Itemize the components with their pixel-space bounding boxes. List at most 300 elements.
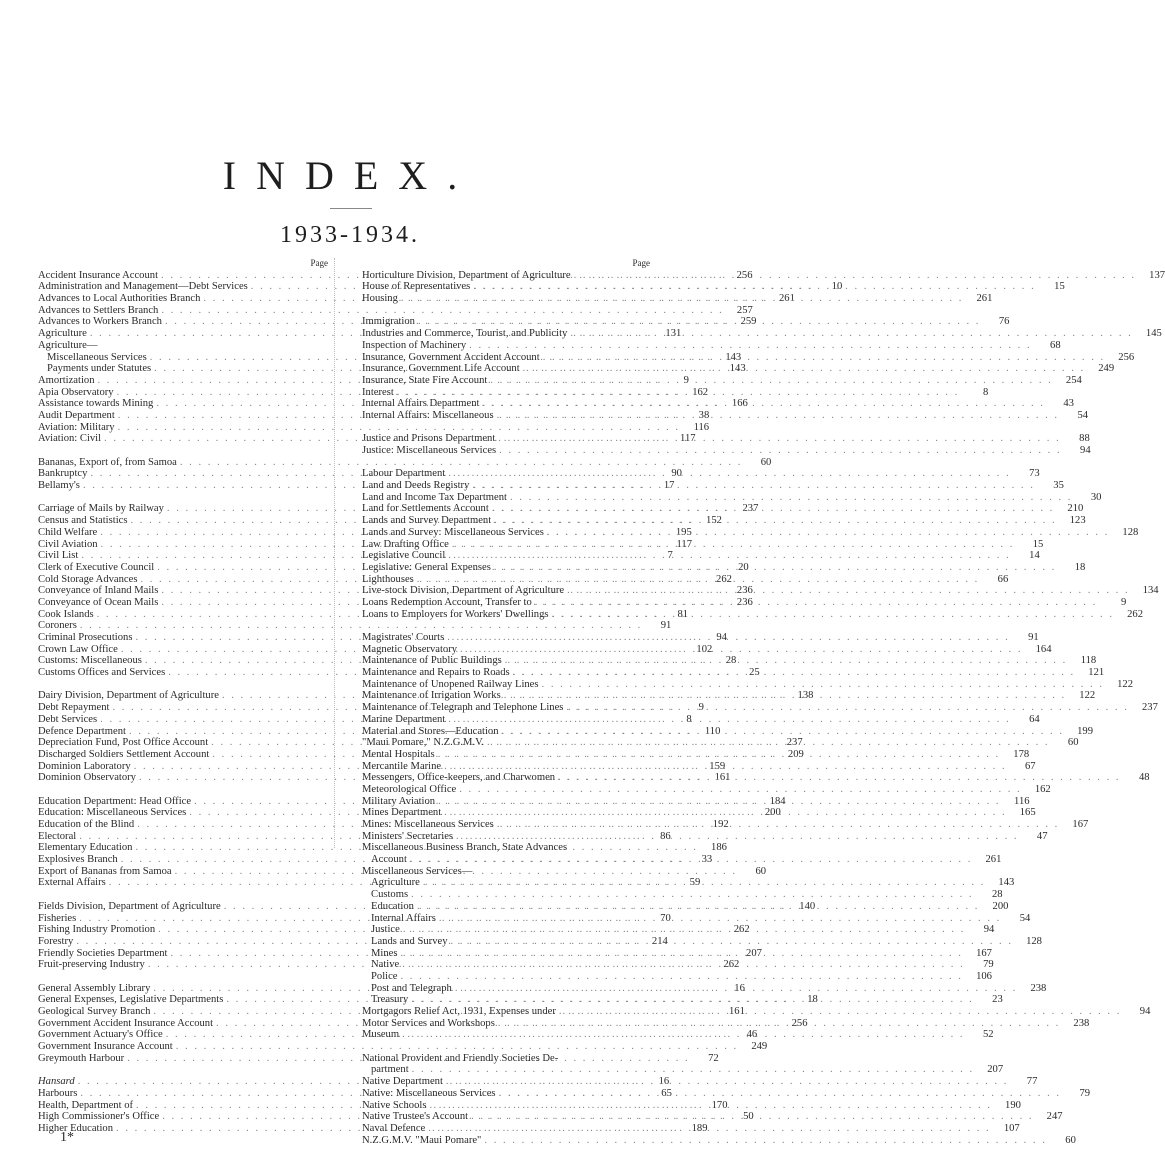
- entry-page-number: 262: [733, 924, 750, 936]
- leader-dots: [570, 328, 1132, 340]
- entry-label: Horticulture Division, Department of Agriculture: [362, 269, 571, 281]
- entry-label: Aviation: Military: [38, 421, 115, 433]
- entry-label: Live-stock Division, Department of Agriculture: [362, 585, 565, 597]
- entry-label: Mortgagors Relief Act, 1931, Expenses under: [362, 1006, 556, 1017]
- leader-dots: [397, 387, 959, 399]
- entry-page-number: 60: [1065, 1134, 1076, 1146]
- entry-label: Lands and Survey: [371, 935, 448, 947]
- entry-page-number: 199: [1077, 725, 1093, 737]
- leader-dots: [444, 807, 1006, 819]
- leader-dots: [417, 901, 979, 913]
- entry-label: Higher Education: [38, 1122, 114, 1134]
- entry-page-number: 254: [1065, 374, 1082, 386]
- entry-page-number: 200: [992, 900, 1009, 912]
- entry-page-number: 256: [791, 1017, 808, 1029]
- entry-label: Legislative Council: [362, 550, 446, 562]
- entry-page-number: 16: [734, 982, 745, 994]
- index-entry: [38, 340, 328, 352]
- entry-page-number: 262: [716, 573, 732, 585]
- entry-page-number: 214: [651, 935, 668, 947]
- entry-label: Loans to Employers for Workers' Dwellings: [362, 608, 549, 620]
- entry-page-number: 131: [665, 328, 682, 340]
- entry-label: High Commissioner's Office: [38, 1111, 160, 1123]
- leader-dots: [499, 445, 1061, 457]
- page-column-label: Page: [310, 258, 328, 268]
- entry-page-number: 256: [736, 269, 753, 281]
- entry-page-number: 102: [696, 643, 713, 655]
- entry-label: Cold Storage Advances: [38, 573, 138, 585]
- entry-label: Payments under Statutes: [47, 363, 152, 375]
- leader-dots: [523, 363, 1085, 375]
- entry-label: Accident Insurance Account: [38, 269, 159, 281]
- entry-page-number: 59: [689, 877, 701, 889]
- entry-page-number: 249: [1098, 363, 1115, 375]
- entry-page-number: 210: [1067, 503, 1084, 515]
- entry-label: Clerk of Executive Council: [38, 561, 155, 573]
- entry-page-number: 162: [1034, 783, 1051, 795]
- entry-page-number: 64: [1029, 713, 1040, 725]
- leader-dots: [417, 574, 979, 586]
- leader-dots: [497, 410, 1059, 422]
- entry-label: Marine Department: [362, 713, 446, 725]
- entry-label: Land and Income Tax Department: [362, 491, 507, 503]
- entry-label: Maintenance and Repairs to Roads: [362, 667, 510, 679]
- entry-page-number: 90: [671, 468, 682, 480]
- entry-label: Civil List: [38, 550, 79, 562]
- entry-page-number: 189: [691, 1122, 708, 1134]
- entry-label: Museum: [362, 1029, 400, 1041]
- entry-label: Native: [371, 959, 400, 971]
- entry-label: Inspection of Machinery: [362, 339, 467, 351]
- entry-page-number: 54: [1019, 912, 1031, 924]
- index-entry: [362, 1064, 1004, 1076]
- entry-page-number: 8: [686, 713, 692, 725]
- entry-page-number: 165: [1019, 807, 1036, 819]
- entry-page-number: 184: [769, 795, 786, 807]
- entry-label: Explosives Branch: [38, 854, 118, 866]
- entry-label: Account: [371, 854, 407, 866]
- entry-page-number: 35: [1053, 480, 1064, 492]
- entry-page-number: 200: [764, 807, 781, 819]
- leader-dots: [446, 1076, 1008, 1088]
- leader-dots: [402, 959, 964, 971]
- leader-dots: [451, 936, 1013, 948]
- entry-page-number: 143: [998, 877, 1015, 889]
- entry-label: Fruit-preserving Industry: [38, 959, 145, 971]
- entry-label: Education Department: Head Office: [38, 795, 192, 807]
- entry-label: Bananas, Export of, from Samoa: [38, 456, 177, 468]
- entry-label: Agriculture: [371, 877, 420, 889]
- entry-label: Immigration: [362, 316, 415, 328]
- title-rule: [330, 208, 372, 209]
- entry-page-number: 30: [1090, 491, 1102, 503]
- entry-page-number: 257: [736, 304, 753, 316]
- entry-page-number: 94: [716, 632, 727, 643]
- index-entry: [362, 445, 1091, 457]
- entry-page-number: 9: [698, 702, 704, 714]
- leader-dots: [428, 1123, 990, 1135]
- entry-page-number: 140: [799, 900, 816, 912]
- entry-label: Customs: Miscellaneous: [38, 655, 142, 667]
- entry-label: Agriculture: [38, 328, 87, 340]
- entry-label: House of Representatives: [362, 281, 471, 293]
- entry-label: Dominion Laboratory: [38, 760, 131, 772]
- entry-page-number: 118: [1080, 655, 1097, 667]
- entry-label: Geological Survey Branch: [38, 1006, 151, 1017]
- entry-label: Miscellaneous Services—: [362, 865, 473, 877]
- entry-page-number: 17: [663, 480, 675, 492]
- entry-label: Mental Hospitals: [362, 748, 435, 760]
- entry-page-number: 123: [1069, 515, 1086, 527]
- entry-label: Conveyance of Ocean Mails: [38, 596, 159, 608]
- entry-label: Assistance towards Mining: [38, 398, 154, 410]
- entry-label: Audit Department: [38, 409, 115, 421]
- leader-dots: [547, 527, 1109, 539]
- entry-label: Lands and Survey: Miscellaneous Services: [362, 526, 544, 538]
- index-entry: [362, 783, 1051, 796]
- entry-label: Interest: [362, 386, 394, 398]
- entry-label: Mines: Miscellaneous Services: [362, 819, 494, 830]
- entry-label: Legislative: General Expenses: [362, 561, 491, 573]
- entry-label: Ministers' Secretaries: [362, 830, 454, 842]
- entry-page-number: 261: [976, 293, 993, 305]
- entry-label: Maintenance of Telegraph and Telephone Lines: [362, 702, 564, 714]
- entry-label: Education: Miscellaneous Services: [38, 807, 187, 819]
- entry-label: Native Department: [362, 1076, 443, 1088]
- entry-label: Mines Department: [362, 807, 442, 819]
- entry-page-number: 106: [976, 970, 992, 982]
- entry-page-number: 94: [1139, 1006, 1151, 1017]
- entry-label: Bankruptcy: [38, 468, 88, 480]
- entry-label: Depreciation Fund, Post Office Account: [38, 737, 209, 749]
- page-title: INDEX.: [222, 153, 478, 198]
- entry-page-number: 256: [1118, 351, 1135, 363]
- leader-dots: [559, 1006, 1121, 1018]
- entry-spacer: [362, 620, 650, 632]
- entry-page-number: 70: [660, 912, 671, 924]
- entry-page-number: 25: [749, 667, 760, 679]
- entry-spacer: [362, 305, 650, 317]
- entry-label: Electoral: [38, 830, 77, 842]
- entry-page-number: 143: [729, 363, 746, 375]
- entry-page-number: 122: [1079, 690, 1096, 702]
- entry-page-number: 190: [1005, 1099, 1021, 1111]
- index-entry: [38, 1041, 768, 1053]
- entry-label: Defence Department: [38, 725, 126, 737]
- leader-dots: [459, 784, 1021, 796]
- leader-dots: [542, 679, 1104, 691]
- entry-label: Military Aviation: [362, 795, 436, 807]
- entry-spacer: [38, 1064, 328, 1076]
- entry-page-number: 162: [692, 386, 709, 398]
- leader-dots: [411, 889, 973, 901]
- entry-label: Loans Redemption Account, Transfer to: [362, 596, 532, 608]
- entry-label: Crown Law Office: [38, 643, 118, 655]
- entry-page-number: 195: [675, 526, 692, 538]
- entry-page-number: 238: [1030, 982, 1047, 994]
- entry-label: Customs Offices and Services: [38, 667, 166, 679]
- entry-page-number: 110: [704, 725, 721, 737]
- entry-page-number: 72: [708, 1052, 719, 1064]
- leader-dots: [411, 994, 973, 1006]
- entry-page-number: 137: [1149, 269, 1165, 281]
- entry-spacer: [38, 679, 328, 691]
- entry-label: Justice: [371, 924, 400, 936]
- entry-label: "Maui Pomare," N.Z.G.M.V.: [362, 737, 485, 749]
- entry-label: Police: [371, 970, 398, 982]
- entry-page-number: 128: [1122, 526, 1139, 538]
- leader-dots: [447, 632, 1009, 644]
- index-entry: [362, 1053, 650, 1065]
- entry-page-number: 238: [1073, 1017, 1090, 1029]
- entry-page-number: 8: [982, 386, 989, 398]
- entry-page-number: 166: [731, 398, 748, 410]
- entry-label: Justice and Prisons Department: [362, 433, 496, 445]
- leader-dots: [456, 831, 1018, 843]
- entry-label: Friendly Societies Department: [38, 947, 168, 959]
- entry-page-number: 117: [676, 538, 693, 550]
- entry-page-number: 28: [991, 889, 1003, 901]
- leader-dots: [494, 515, 1056, 527]
- entry-page-number: 117: [680, 433, 696, 445]
- entry-label: External Affairs: [38, 877, 106, 889]
- entry-spacer: [362, 457, 650, 469]
- entry-page-number: 237: [742, 503, 759, 515]
- page-column-label: Page: [632, 258, 650, 268]
- leader-dots: [460, 644, 1022, 656]
- entry-spacer: [38, 445, 328, 457]
- leader-dots: [400, 971, 962, 983]
- index-entry: [38, 421, 710, 434]
- entry-page-number: 73: [1029, 468, 1040, 480]
- index-entry: [362, 713, 1040, 726]
- leader-dots: [401, 293, 963, 305]
- entry-page-number: 116: [1014, 795, 1030, 807]
- entry-label: Export of Bananas from Samoa: [38, 865, 172, 877]
- entry-label: Apia Observatory: [38, 386, 114, 398]
- year-heading: 1933-1934.: [280, 222, 420, 248]
- leader-dots: [412, 1064, 974, 1076]
- entry-page-number: 121: [1088, 667, 1105, 679]
- entry-label: Criminal Prosecutions: [38, 632, 133, 643]
- entry-page-number: 52: [982, 1029, 994, 1041]
- entry-page-number: 91: [660, 620, 672, 632]
- entry-page-number: 60: [755, 865, 767, 877]
- entry-label: Internal Affairs: Miscellaneous: [362, 409, 494, 421]
- entry-page-number: 15: [1054, 281, 1065, 293]
- entry-label: Education of the Blind: [38, 819, 135, 830]
- entry-label: Agriculture—: [38, 339, 98, 351]
- entry-page-number: 186: [711, 842, 727, 854]
- leader-dots: [471, 1111, 1033, 1123]
- leader-dots: [448, 714, 1010, 726]
- entry-label: Government Insurance Account: [38, 1041, 173, 1053]
- entry-page-number: 152: [706, 515, 722, 527]
- leader-dots: [402, 1029, 964, 1041]
- entry-page-number: 50: [743, 1111, 754, 1123]
- leader-dots: [403, 924, 965, 936]
- leader-dots: [492, 503, 1054, 515]
- entry-label: Census and Statistics: [38, 515, 128, 527]
- entry-page-number: 88: [1079, 433, 1090, 445]
- entry-page-number: 16: [658, 1076, 670, 1088]
- entry-page-number: 247: [1046, 1111, 1063, 1123]
- entry-page-number: 122: [1117, 678, 1133, 690]
- entry-page-number: 9: [1120, 596, 1127, 608]
- entry-label: Customs: [371, 889, 409, 901]
- entry-page-number: 192: [712, 819, 729, 830]
- index-entry: [362, 678, 1133, 691]
- entry-page-number: 134: [1142, 585, 1159, 597]
- leader-dots: [400, 948, 962, 960]
- entry-page-number: 9: [683, 374, 689, 386]
- entry-label: Messengers, Office-keepers, and Charwomen: [362, 772, 556, 784]
- entry-page-number: 18: [1074, 561, 1086, 573]
- entry-label: Maintenance of Unopened Railway Lines: [362, 678, 539, 690]
- entry-label: Miscellaneous Business Branch, State Advances: [362, 842, 568, 854]
- entry-page-number: 33: [701, 854, 713, 866]
- entry-label: Government Actuary's Office: [38, 1029, 163, 1041]
- entry-label: Government Accident Insurance Account: [38, 1017, 214, 1029]
- index-entry: [38, 620, 672, 632]
- entry-label: General Assembly Library: [38, 982, 151, 994]
- entry-spacer: [38, 784, 328, 796]
- entry-page-number: 167: [1072, 819, 1089, 830]
- entry-label: Amortization: [38, 374, 95, 386]
- entry-page-number: 262: [723, 959, 740, 971]
- index-entry: [362, 374, 1082, 387]
- entry-page-number: 60: [760, 456, 772, 468]
- entry-label: Dairy Division, Department of Agriculture: [38, 690, 219, 702]
- index-entry: [38, 304, 753, 317]
- leader-dots: [490, 375, 1052, 387]
- entry-page-number: 28: [725, 655, 737, 667]
- entry-label: Fisheries: [38, 912, 77, 924]
- entry-page-number: 54: [1077, 409, 1089, 421]
- leader-dots: [566, 702, 1128, 714]
- entry-page-number: 178: [1013, 748, 1030, 760]
- entry-label: Advances to Workers Branch: [38, 316, 162, 328]
- leader-dots: [498, 1018, 1060, 1030]
- entry-page-number: 91: [1028, 632, 1039, 643]
- entry-label: Mines: [371, 947, 398, 959]
- index-entry: [362, 550, 1040, 562]
- entry-page-number: 68: [1050, 339, 1061, 351]
- entry-page-number: 261: [985, 854, 1002, 866]
- entry-page-number: 76: [998, 316, 1010, 328]
- index-entry: [362, 1134, 1076, 1147]
- entry-page-number: 237: [786, 737, 803, 749]
- entry-label: Insurance, Government Life Account: [362, 363, 520, 375]
- leader-dots: [455, 983, 1017, 995]
- entry-label: Maintenance of Irrigation Works: [362, 690, 501, 702]
- entry-label: Labour Department: [362, 468, 446, 480]
- entry-label: Internal Affairs: [371, 912, 436, 924]
- leader-dots: [552, 609, 1114, 621]
- entry-page-number: 20: [738, 561, 749, 573]
- entry-label: Advances to Settlers Branch: [38, 304, 159, 316]
- entry-label: Harbours: [38, 1087, 78, 1099]
- entry-page-number: 94: [983, 924, 995, 936]
- entry-label: Magistrates' Courts: [362, 632, 445, 643]
- entry-page-number: 86: [660, 830, 671, 842]
- entry-label: Administration and Management—Debt Services: [38, 281, 248, 293]
- leader-dots: [410, 854, 972, 866]
- entry-page-number: 107: [1003, 1122, 1020, 1134]
- entry-page-number: 209: [787, 748, 804, 760]
- leader-dots: [423, 877, 985, 889]
- entry-page-number: 143: [725, 351, 742, 363]
- entry-label: Maintenance of Public Buildings: [362, 655, 502, 667]
- leader-dots: [505, 655, 1067, 667]
- entry-page-number: 79: [983, 959, 994, 971]
- entry-page-number: 7: [667, 550, 673, 562]
- entry-page-number: 60: [1067, 737, 1079, 749]
- entry-label: Advances to Local Authorities Branch: [38, 293, 201, 305]
- entry-label: Law Drafting Office: [362, 538, 449, 550]
- leader-dots: [567, 585, 1129, 597]
- entry-page-number: 128: [1026, 935, 1042, 947]
- entry-page-number: 261: [778, 293, 795, 305]
- entry-label: Bellamy's: [38, 480, 80, 492]
- entry-page-number: 65: [661, 1087, 672, 1099]
- entry-label: Mercantile Marine: [362, 760, 442, 772]
- entry-page-number: 237: [1141, 702, 1158, 714]
- entry-label: Cook Islands: [38, 608, 94, 620]
- index-entry: [362, 339, 1061, 352]
- entry-label: Health, Department of: [38, 1099, 134, 1111]
- entry-label: N.Z.G.M.V. "Maui Pomare": [362, 1134, 482, 1146]
- entry-label: Meteorological Office: [362, 783, 457, 795]
- leader-dots: [484, 1135, 1046, 1147]
- entry-page-number: 18: [807, 994, 818, 1006]
- entry-label: Insurance, State Fire Account: [362, 374, 488, 386]
- entry-label: Native Schools: [362, 1099, 427, 1111]
- index-entry: [362, 866, 650, 878]
- entry-page-number: 67: [1025, 760, 1036, 772]
- entry-label: Naval Defence: [362, 1122, 426, 1134]
- entry-spacer: [38, 492, 328, 504]
- entry-label: Debt Repayment: [38, 702, 110, 714]
- entry-page-number: 161: [714, 772, 731, 784]
- leader-dots: [498, 433, 1060, 445]
- entry-page-number: 48: [1138, 772, 1150, 784]
- leader-dots: [472, 480, 1034, 492]
- entry-page-number: 10: [831, 281, 843, 293]
- entry-label: Housing: [362, 293, 398, 305]
- leader-dots: [439, 913, 1001, 925]
- entry-label: Aviation: Civil: [38, 433, 102, 445]
- leader-dots: [452, 539, 1014, 551]
- index-entry: [362, 889, 1003, 901]
- entry-label: Fields Division, Department of Agriculture: [38, 900, 221, 912]
- leader-dots: [504, 690, 1066, 702]
- entry-page-number: 15: [1032, 538, 1044, 550]
- entry-label: General Expenses, Legislative Departments: [38, 994, 224, 1006]
- entry-spacer: [38, 889, 328, 901]
- entry-page-number: 159: [709, 760, 726, 772]
- entry-label: Discharged Soldiers Settlement Account: [38, 748, 210, 760]
- leader-dots: [558, 772, 1120, 784]
- entry-page-number: 167: [976, 947, 992, 959]
- index-entry: [362, 702, 1158, 714]
- leader-dots: [535, 597, 1097, 609]
- entry-label: Dominion Observatory: [38, 772, 136, 784]
- entry-spacer: [38, 971, 328, 983]
- entry-page-number: 145: [1145, 328, 1162, 340]
- index-entry: [362, 491, 1102, 504]
- column-divider: [334, 258, 335, 848]
